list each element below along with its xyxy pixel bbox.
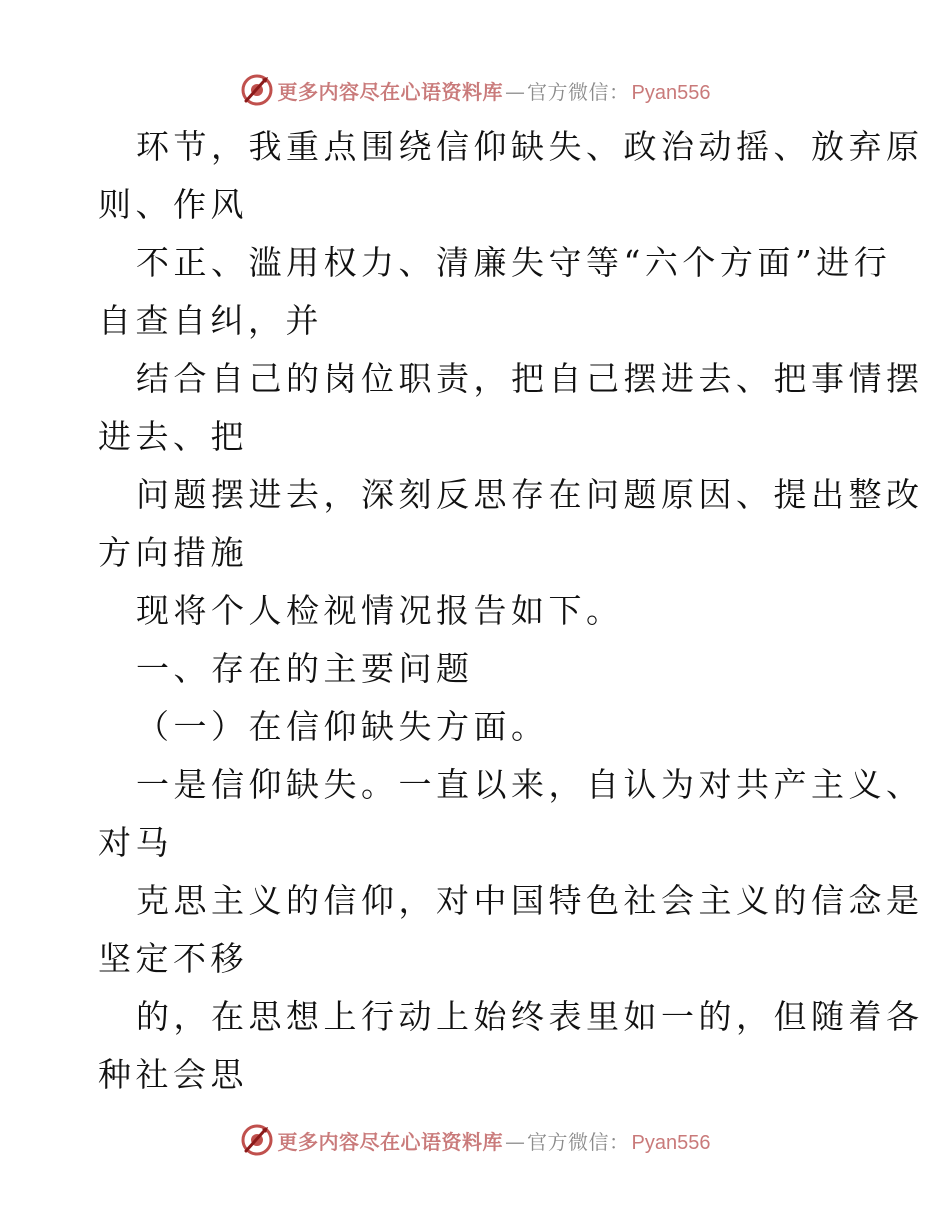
watermark-separator: — — [505, 79, 526, 104]
document-body — [98, 118, 924, 1104]
header-watermark — [0, 70, 950, 110]
text-line: 进去、把 — [98, 417, 248, 456]
text-line: 克思主义的信仰，对中国特色社会主义的信念是 — [136, 881, 924, 920]
watermark-separator: — — [505, 1129, 526, 1154]
watermark-main-text: 更多内容尽在心语资料库 — [277, 79, 504, 104]
text-line: 环节，我重点围绕信仰缺失、政治动摇、放弃原 — [136, 127, 924, 166]
watermark-sub-text: 官方微信： — [527, 1129, 630, 1154]
text-line: 方向措施 — [98, 533, 248, 572]
text-line: 一是信仰缺失。一直以来，自认为对共产主义、 — [136, 765, 924, 804]
logo-icon — [240, 73, 274, 107]
text-line: 则、作风 — [98, 185, 248, 224]
text-line: 不正、滥用权力、清廉失守等“六个方面”进行 — [136, 243, 892, 282]
text-line: 的，在思想上行动上始终表里如一的，但随着各 — [136, 997, 924, 1036]
logo-icon — [240, 1123, 274, 1157]
watermark-main-text: 更多内容尽在心语资料库 — [277, 1129, 504, 1154]
subsection-heading: （一）在信仰缺失方面。 — [136, 707, 549, 746]
text-line: 种社会思 — [98, 1055, 248, 1094]
watermark-wechat-id: Pyan556 — [631, 1131, 711, 1154]
text-line: 问题摆进去，深刻反思存在问题原因、提出整改 — [136, 475, 924, 514]
watermark-wechat-id: Pyan556 — [631, 81, 711, 104]
text-line: 对马 — [98, 823, 173, 862]
text-line: 结合自己的岗位职责，把自己摆进去、把事情摆 — [136, 359, 924, 398]
section-heading: 一、存在的主要问题 — [136, 649, 474, 688]
text-line: 坚定不移 — [98, 939, 248, 978]
footer-watermark — [0, 1120, 950, 1160]
watermark-sub-text: 官方微信： — [527, 79, 630, 104]
text-line: 现将个人检视情况报告如下。 — [136, 591, 624, 630]
text-line: 自查自纠，并 — [98, 301, 323, 340]
